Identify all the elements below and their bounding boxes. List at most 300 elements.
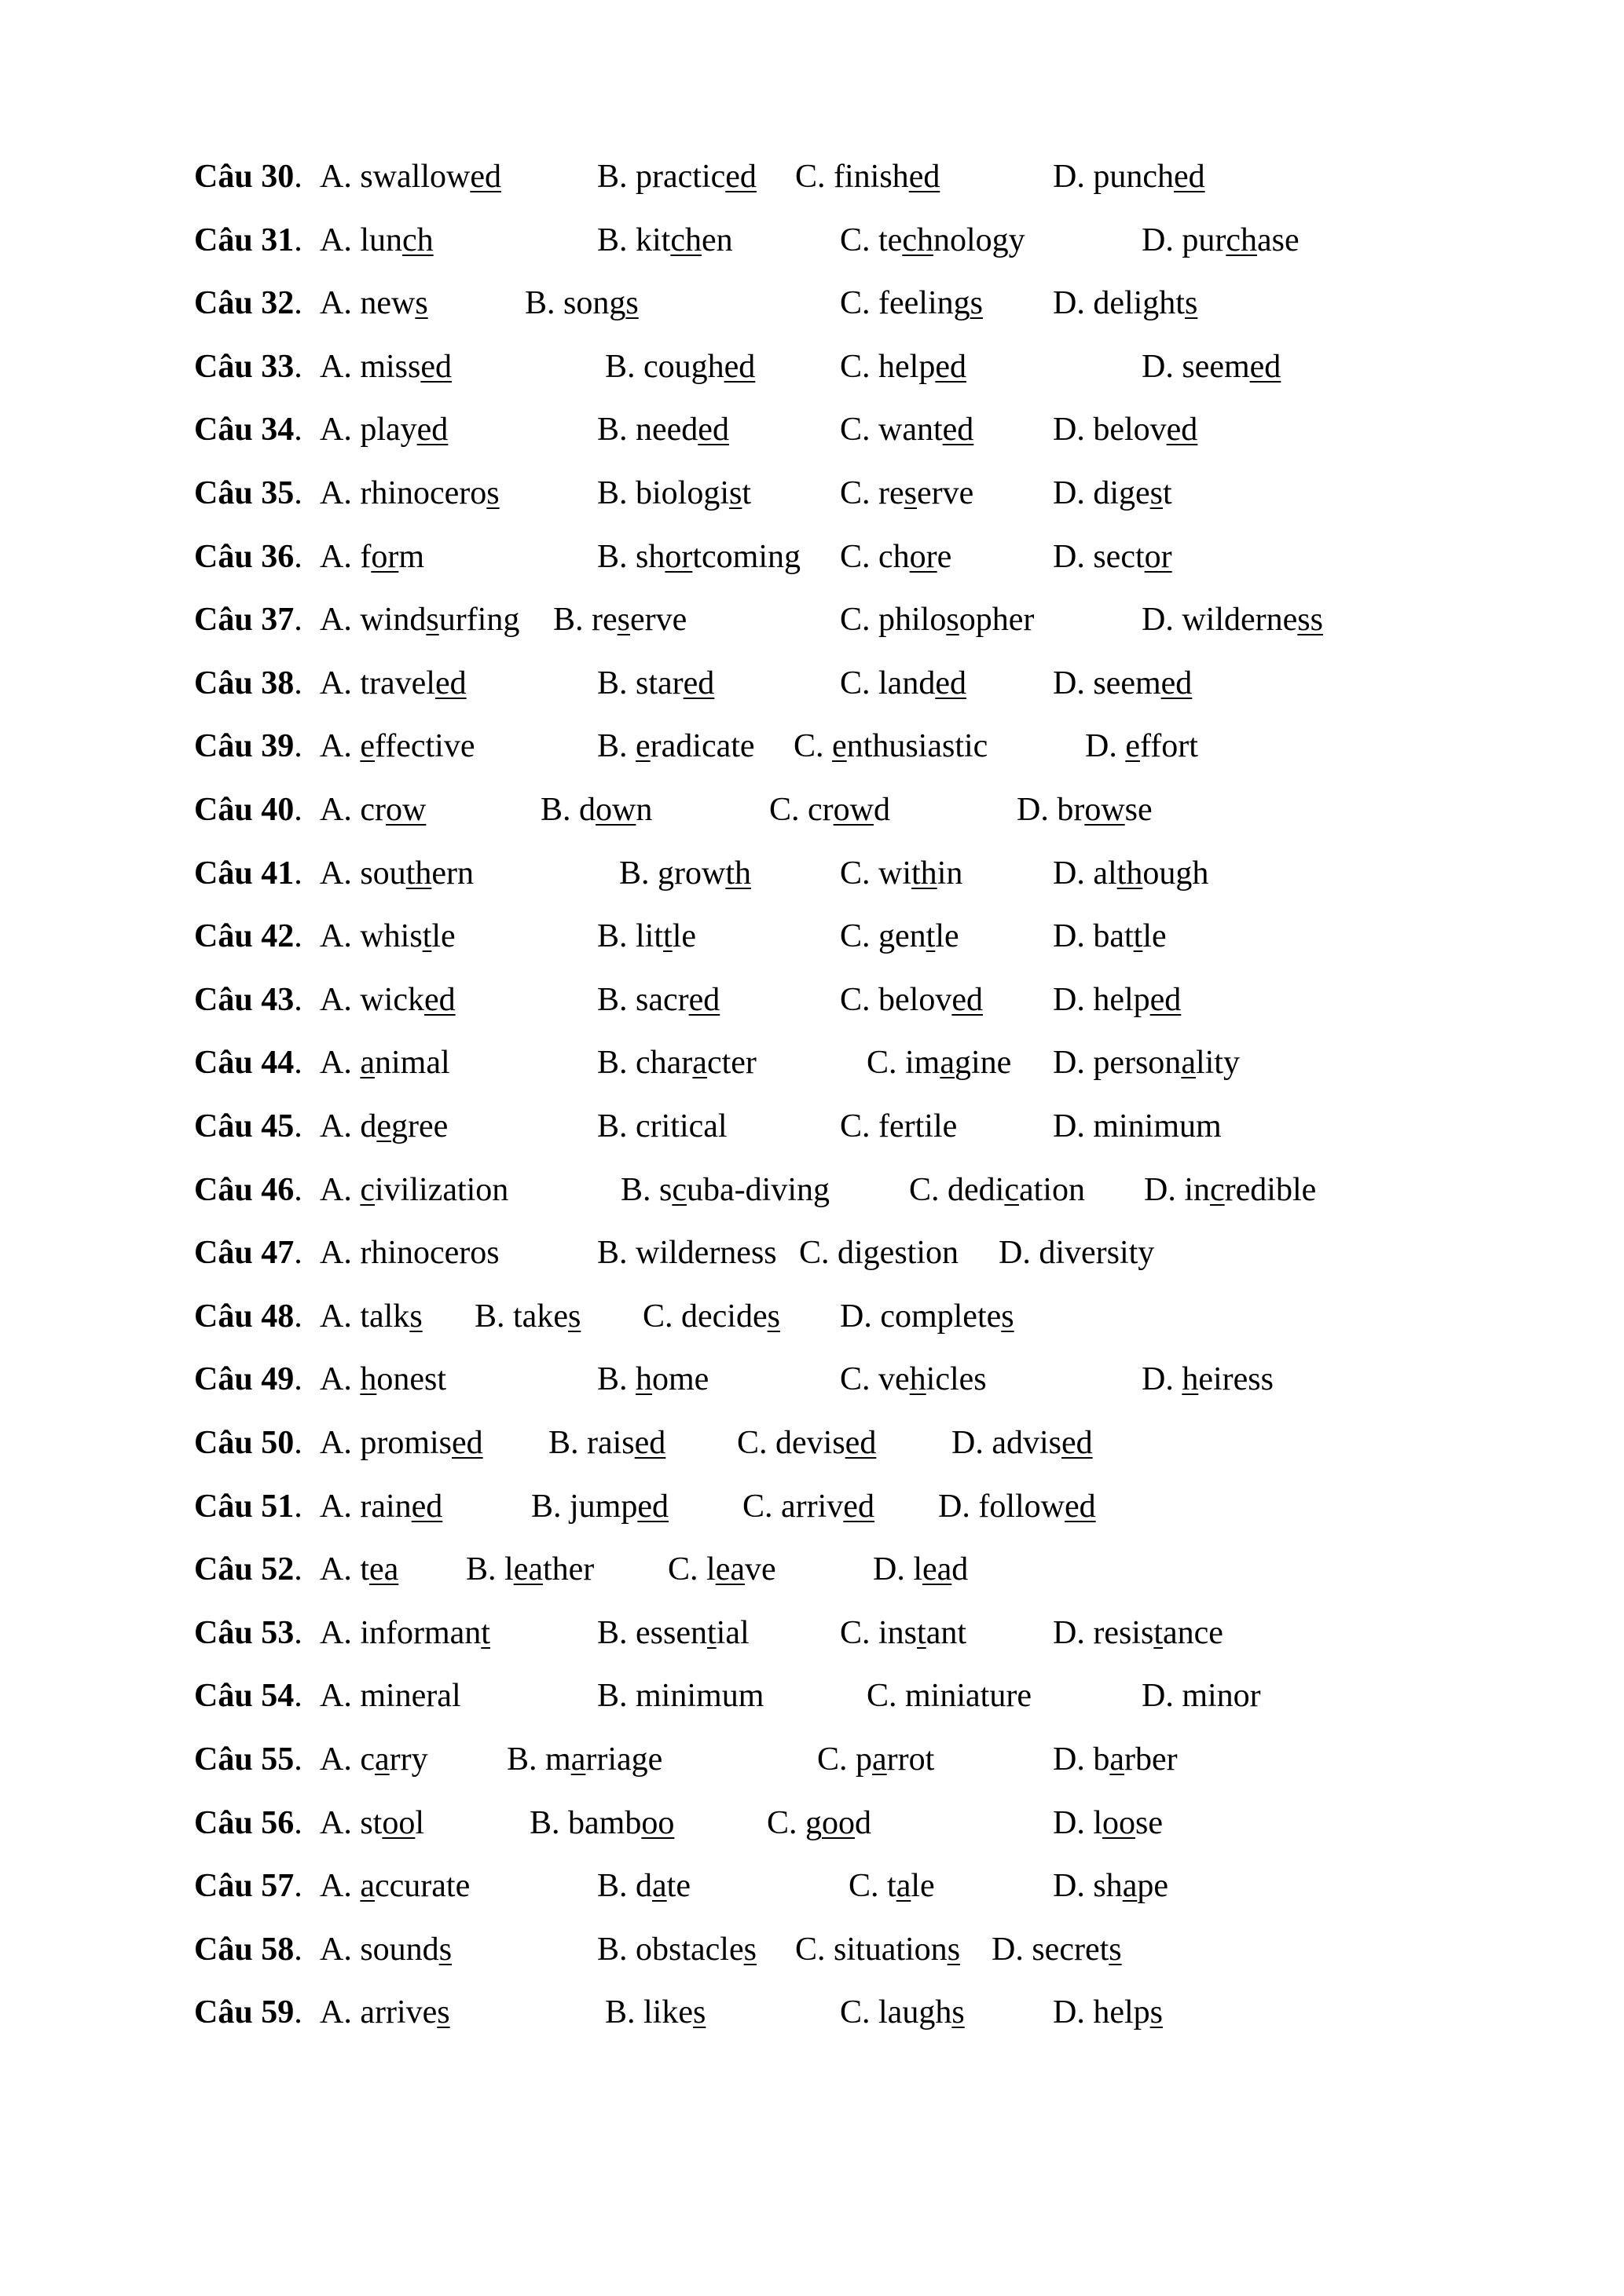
question-label: Câu 33 [194, 348, 295, 385]
option-text-rest: l [415, 1804, 425, 1841]
question-number [194, 1166, 302, 1214]
underlined-sound: ed [845, 1425, 877, 1461]
underlined-sound: ch [402, 222, 434, 258]
option-text: C. finish [795, 159, 909, 195]
question-number [194, 1103, 302, 1150]
question-row [0, 1483, 1624, 1530]
option-text-rest: ome [652, 1361, 709, 1398]
underlined-sound: a [940, 1045, 955, 1082]
answer-option [320, 1356, 446, 1403]
answer-option [320, 406, 448, 453]
option-text: D. help [1053, 981, 1150, 1018]
option-text-rest: e [937, 538, 952, 575]
option-text: C. g [767, 1804, 823, 1841]
underlined-sound: e [636, 728, 651, 765]
underlined-sound: th [405, 855, 432, 892]
option-text-rest: onest [376, 1361, 446, 1398]
option-text: A. [320, 1171, 361, 1208]
question-number [194, 533, 302, 580]
underlined-sound: a [872, 1741, 887, 1778]
answer-option [320, 913, 456, 960]
answer-option [597, 1862, 691, 1910]
answer-option [320, 153, 501, 200]
label-period: . [294, 1741, 302, 1778]
underlined-sound: a [1181, 1045, 1196, 1082]
question-number [194, 850, 302, 897]
label-period: . [294, 1235, 302, 1272]
underlined-sound: c [1004, 1171, 1019, 1208]
option-text-rest: rriage [585, 1741, 663, 1778]
question-row [0, 1103, 1624, 1150]
option-text-rest: ve [744, 1551, 776, 1588]
answer-option [1053, 470, 1172, 517]
answer-option [849, 1862, 935, 1910]
option-text: C. digestion [799, 1235, 959, 1272]
option-text-rest: d [951, 1551, 969, 1588]
option-text: A. swallow [320, 159, 471, 195]
answer-option [320, 1166, 508, 1214]
underlined-sound: s [951, 1994, 965, 2031]
answer-option [597, 723, 755, 770]
underlined-sound: h [360, 1361, 377, 1398]
label-period: . [294, 1868, 302, 1905]
option-text: D. seem [1053, 665, 1161, 701]
underlined-sound: ed [1249, 348, 1281, 385]
underlined-sound: h [909, 1361, 926, 1398]
underlined-sound: s [409, 1298, 423, 1335]
underlined-sound: a [896, 1868, 911, 1905]
question-number [194, 1546, 302, 1593]
option-text: B. d [597, 1868, 653, 1905]
option-text: B. rais [548, 1425, 635, 1461]
answer-option [320, 1293, 423, 1340]
underlined-sound: a [1122, 1868, 1138, 1905]
underlined-sound: e [1125, 728, 1140, 765]
answer-option [873, 1546, 968, 1593]
answer-option [597, 1103, 728, 1150]
option-text: D. in [1144, 1171, 1210, 1208]
answer-option [320, 1926, 452, 1973]
question-row [0, 1862, 1624, 1910]
label-period: . [294, 1108, 302, 1144]
underlined-sound: ea [513, 1551, 543, 1588]
underlined-sound: ed [416, 412, 449, 449]
answer-option [320, 1672, 461, 1719]
question-label: Câu 49 [194, 1361, 295, 1398]
option-text: B. essen [597, 1614, 707, 1651]
question-row [0, 1229, 1624, 1276]
underlined-sound: s [1184, 285, 1198, 322]
answer-option [320, 596, 519, 643]
answer-option [1053, 1039, 1240, 1086]
answer-option [840, 343, 966, 390]
label-period: . [294, 1171, 302, 1208]
label-period: . [294, 1678, 302, 1715]
underlined-sound: a [570, 1741, 586, 1778]
option-text-rest: ern [431, 855, 474, 892]
answer-option [840, 913, 959, 960]
option-text: B. wilderness [597, 1235, 777, 1272]
underlined-sound: ed [942, 412, 974, 449]
underlined-sound: oo [1102, 1804, 1135, 1841]
option-text: B. biologi [597, 475, 730, 511]
option-text: C. p [817, 1741, 873, 1778]
answer-option [1053, 976, 1181, 1023]
answer-option [320, 1800, 424, 1847]
question-row [0, 470, 1624, 517]
answer-option [1085, 723, 1198, 770]
answer-option [597, 1229, 777, 1276]
answer-option [1053, 1736, 1178, 1783]
answer-option [1053, 1989, 1163, 2036]
option-text-rest: ance [1163, 1614, 1223, 1651]
option-text: B. kit [597, 222, 671, 258]
underlined-sound: ed [423, 981, 456, 1018]
underlined-sound: ed [1149, 981, 1182, 1018]
question-label: Câu 32 [194, 285, 295, 322]
option-text: B. like [605, 1994, 693, 2031]
answer-option [597, 913, 696, 960]
option-text: D. al [1053, 855, 1117, 892]
question-label: Câu 31 [194, 222, 295, 258]
option-text: C. belov [840, 981, 952, 1018]
question-row [0, 153, 1624, 200]
question-label: Câu 48 [194, 1298, 295, 1335]
question-number [194, 280, 302, 327]
question-row [0, 786, 1624, 833]
option-text-rest: tcoming [692, 538, 801, 575]
option-text: D. punch [1053, 159, 1174, 195]
underlined-sound: ed [1160, 665, 1193, 701]
question-number [194, 723, 302, 770]
answer-option [909, 1166, 1085, 1214]
answer-option [817, 1736, 934, 1783]
underlined-sound: ed [951, 981, 983, 1018]
underlined-sound: s [947, 1931, 961, 1968]
option-text: B. minimum [597, 1678, 764, 1715]
underlined-sound: ch [670, 222, 702, 258]
option-text-rest: ough [1142, 855, 1209, 892]
answer-option [794, 723, 988, 770]
question-label: Câu 39 [194, 728, 295, 765]
label-period: . [294, 728, 302, 765]
option-text: D. seem [1142, 348, 1250, 385]
option-text-rest: nology [933, 222, 1025, 258]
label-period: . [294, 1551, 302, 1588]
question-label: Câu 35 [194, 475, 295, 511]
underlined-sound: s [617, 602, 631, 639]
underlined-sound: ed [688, 981, 720, 1018]
option-text: D. l [1053, 1804, 1102, 1841]
option-text: B. lit [597, 918, 664, 955]
answer-option [1142, 217, 1300, 264]
question-row [0, 1736, 1624, 1783]
option-text: B. [597, 728, 636, 765]
option-text-rest: ccurate [375, 1868, 471, 1905]
question-number [194, 1862, 302, 1910]
option-text-rest: ffective [375, 728, 475, 765]
option-text: A. st [320, 1804, 383, 1841]
underlined-sound: ow [833, 792, 874, 828]
label-period: . [294, 538, 302, 575]
answer-option [1142, 1356, 1274, 1403]
underlined-sound: th [1116, 855, 1143, 892]
label-period: . [294, 792, 302, 828]
underlined-sound: ed [1065, 1488, 1096, 1525]
answer-option [320, 1736, 428, 1783]
label-period: . [294, 1045, 302, 1082]
answer-option [466, 1546, 594, 1593]
answer-option [840, 596, 1034, 643]
underlined-sound: s [767, 1298, 780, 1335]
answer-option [1053, 1103, 1222, 1150]
option-text-rest: le [1142, 918, 1167, 955]
option-text: A. play [320, 412, 417, 449]
question-label: Câu 40 [194, 792, 295, 828]
answer-option [320, 1419, 483, 1467]
answer-option [597, 1672, 764, 1719]
answer-option [507, 1736, 662, 1783]
option-text: C. ins [840, 1614, 918, 1651]
underlined-sound: a [360, 1868, 375, 1905]
underlined-sound: t [481, 1614, 490, 1651]
option-text-rest: ial [716, 1614, 750, 1651]
label-period: . [294, 412, 302, 449]
option-text: C. devis [737, 1425, 845, 1461]
option-text-rest: nimal [375, 1045, 450, 1082]
label-period: . [294, 918, 302, 955]
question-label: Câu 51 [194, 1488, 295, 1525]
option-text: A. [320, 728, 361, 765]
option-text: C. fertile [840, 1108, 958, 1144]
option-text: D. follow [938, 1488, 1065, 1525]
question-row [0, 1356, 1624, 1403]
underlined-sound: th [911, 855, 937, 892]
question-row [0, 596, 1624, 643]
answer-option [1053, 913, 1167, 960]
question-row [0, 850, 1624, 897]
question-label: Câu 43 [194, 981, 295, 1018]
underlined-sound: or [665, 538, 693, 575]
answer-option [795, 153, 940, 200]
underlined-sound: ed [698, 412, 729, 449]
question-label: Câu 42 [194, 918, 295, 955]
option-text-rest: redible [1224, 1171, 1317, 1208]
underlined-sound: ed [634, 1425, 666, 1461]
question-number [194, 1672, 302, 1719]
underlined-sound: a [360, 1045, 375, 1082]
option-text: D. help [1053, 1994, 1150, 2031]
option-text: B. obstacle [597, 1931, 744, 1968]
label-period: . [294, 1488, 302, 1525]
underlined-sound: e [832, 728, 847, 765]
option-text: A. talk [320, 1298, 410, 1335]
underlined-sound: h [1182, 1361, 1199, 1398]
answer-option [320, 850, 474, 897]
underlined-sound: ed [935, 348, 966, 385]
question-label: Câu 44 [194, 1045, 295, 1082]
answer-option [840, 850, 962, 897]
option-text: B. critical [597, 1108, 728, 1144]
question-row [0, 1609, 1624, 1657]
underlined-sound: ed [411, 1488, 443, 1525]
answer-option [320, 1862, 470, 1910]
answer-option [767, 1800, 871, 1847]
option-text: D. advis [951, 1425, 1061, 1461]
option-text-rest: icles [926, 1361, 987, 1398]
answer-option [999, 1229, 1154, 1276]
option-text: A. travel [320, 665, 435, 701]
question-number [194, 1483, 302, 1530]
option-text: D. bat [1053, 918, 1134, 955]
option-text: B. l [466, 1551, 514, 1588]
question-number [194, 1419, 302, 1467]
option-text: A. arrive [320, 1994, 438, 2031]
option-text: B. sh [597, 538, 665, 575]
option-text: C. arriv [742, 1488, 844, 1525]
question-label: Câu 56 [194, 1804, 295, 1841]
option-text-rest: pe [1137, 1868, 1168, 1905]
answer-option [320, 1546, 398, 1593]
question-number [194, 406, 302, 453]
answer-option [605, 343, 755, 390]
underlined-sound: ed [725, 159, 757, 195]
label-period: . [294, 602, 302, 639]
answer-option [597, 470, 751, 517]
option-text: D. pur [1142, 222, 1226, 258]
underlined-sound: ed [908, 159, 940, 195]
option-text-rest: rber [1124, 1741, 1178, 1778]
option-text-rest: rrot [886, 1741, 935, 1778]
option-text-rest: radicate [650, 728, 755, 765]
answer-option [795, 1926, 960, 1973]
option-text: B. m [507, 1741, 571, 1778]
question-label: Câu 53 [194, 1614, 295, 1651]
option-text-rest: lity [1195, 1045, 1240, 1082]
answer-option [597, 153, 757, 200]
answer-option [1053, 533, 1172, 580]
underlined-sound: ow [596, 792, 636, 828]
answer-option [475, 1293, 581, 1340]
question-row [0, 406, 1624, 453]
option-text-rest: erve [917, 475, 974, 511]
underlined-sound: ed [843, 1488, 874, 1525]
option-text-rest: ther [542, 1551, 595, 1588]
underlined-sound: t [1153, 1614, 1163, 1651]
option-text: D. l [873, 1551, 922, 1588]
answer-option [742, 1483, 874, 1530]
option-text: A. sou [320, 855, 406, 892]
option-text: A. lun [320, 222, 402, 258]
underlined-sound: s [567, 1298, 581, 1335]
option-text: D. secret [992, 1931, 1109, 1968]
option-text: B. song [525, 285, 626, 322]
question-number [194, 1609, 302, 1657]
underlined-sound: ed [452, 1425, 483, 1461]
option-text: D. complete [840, 1298, 1002, 1335]
underlined-sound: c [360, 1171, 375, 1208]
option-text: A. f [320, 538, 372, 575]
question-row [0, 660, 1624, 707]
option-text: B. bamb [530, 1804, 642, 1841]
underlined-sound: or [371, 538, 399, 575]
question-label: Câu 41 [194, 855, 295, 892]
question-label: Câu 37 [194, 602, 295, 639]
option-text: D. person [1053, 1045, 1182, 1082]
option-text-rest: ffort [1140, 728, 1198, 765]
underlined-sound: t [663, 918, 673, 955]
label-period: . [294, 665, 302, 701]
answer-option [320, 976, 456, 1023]
option-text: D. b [1053, 1741, 1110, 1778]
answer-option [320, 1483, 442, 1530]
answer-option [597, 1039, 757, 1086]
label-period: . [294, 285, 302, 322]
option-text: B. char [597, 1045, 693, 1082]
underlined-sound: ed [683, 665, 715, 701]
option-text: D. minor [1142, 1678, 1261, 1715]
underlined-sound: ed [935, 665, 966, 701]
question-number [194, 217, 302, 264]
answer-option [320, 1609, 490, 1657]
option-text: A. rhinocero [320, 475, 487, 511]
option-text: A. mineral [320, 1678, 461, 1715]
option-text: B. d [541, 792, 596, 828]
option-text-rest: en [702, 222, 733, 258]
option-text: B. star [597, 665, 684, 701]
option-text: A. cr [320, 792, 386, 828]
option-text: D. minimum [1053, 1108, 1222, 1144]
underlined-sound: s [486, 475, 500, 511]
question-label: Câu 46 [194, 1171, 295, 1208]
option-text-rest: urfing [438, 602, 520, 639]
question-label: Câu 47 [194, 1235, 295, 1272]
underlined-sound: s [1109, 1931, 1122, 1968]
underlined-sound: a [374, 1741, 390, 1778]
underlined-sound: s [743, 1931, 757, 1968]
option-text-rest: in [937, 855, 963, 892]
question-row [0, 976, 1624, 1023]
underlined-sound: ea [922, 1551, 952, 1588]
option-text: A. [320, 1868, 361, 1905]
answer-option [867, 1039, 1011, 1086]
option-text: B. s [621, 1171, 673, 1208]
answer-option [621, 1166, 830, 1214]
underlined-sound: c [1210, 1171, 1225, 1208]
answer-option [619, 850, 751, 897]
label-period: . [294, 475, 302, 511]
answer-option [840, 1989, 965, 2036]
answer-option [1053, 660, 1192, 707]
answer-option [525, 280, 639, 327]
answer-option [1053, 406, 1197, 453]
answer-option [840, 1103, 957, 1150]
answer-option [1142, 596, 1323, 643]
option-text: A. rain [320, 1488, 412, 1525]
underlined-sound: ea [715, 1551, 745, 1588]
option-text: D. sect [1053, 538, 1145, 575]
option-text: C. wi [840, 855, 912, 892]
option-text: B. [597, 1361, 636, 1398]
question-number [194, 1989, 302, 2036]
answer-option [553, 596, 687, 643]
question-label: Câu 34 [194, 412, 295, 449]
question-row [0, 217, 1624, 264]
underlined-sound: ed [637, 1488, 669, 1525]
question-row [0, 1166, 1624, 1214]
option-text: C. ch [840, 538, 910, 575]
option-text-rest: te [666, 1868, 691, 1905]
